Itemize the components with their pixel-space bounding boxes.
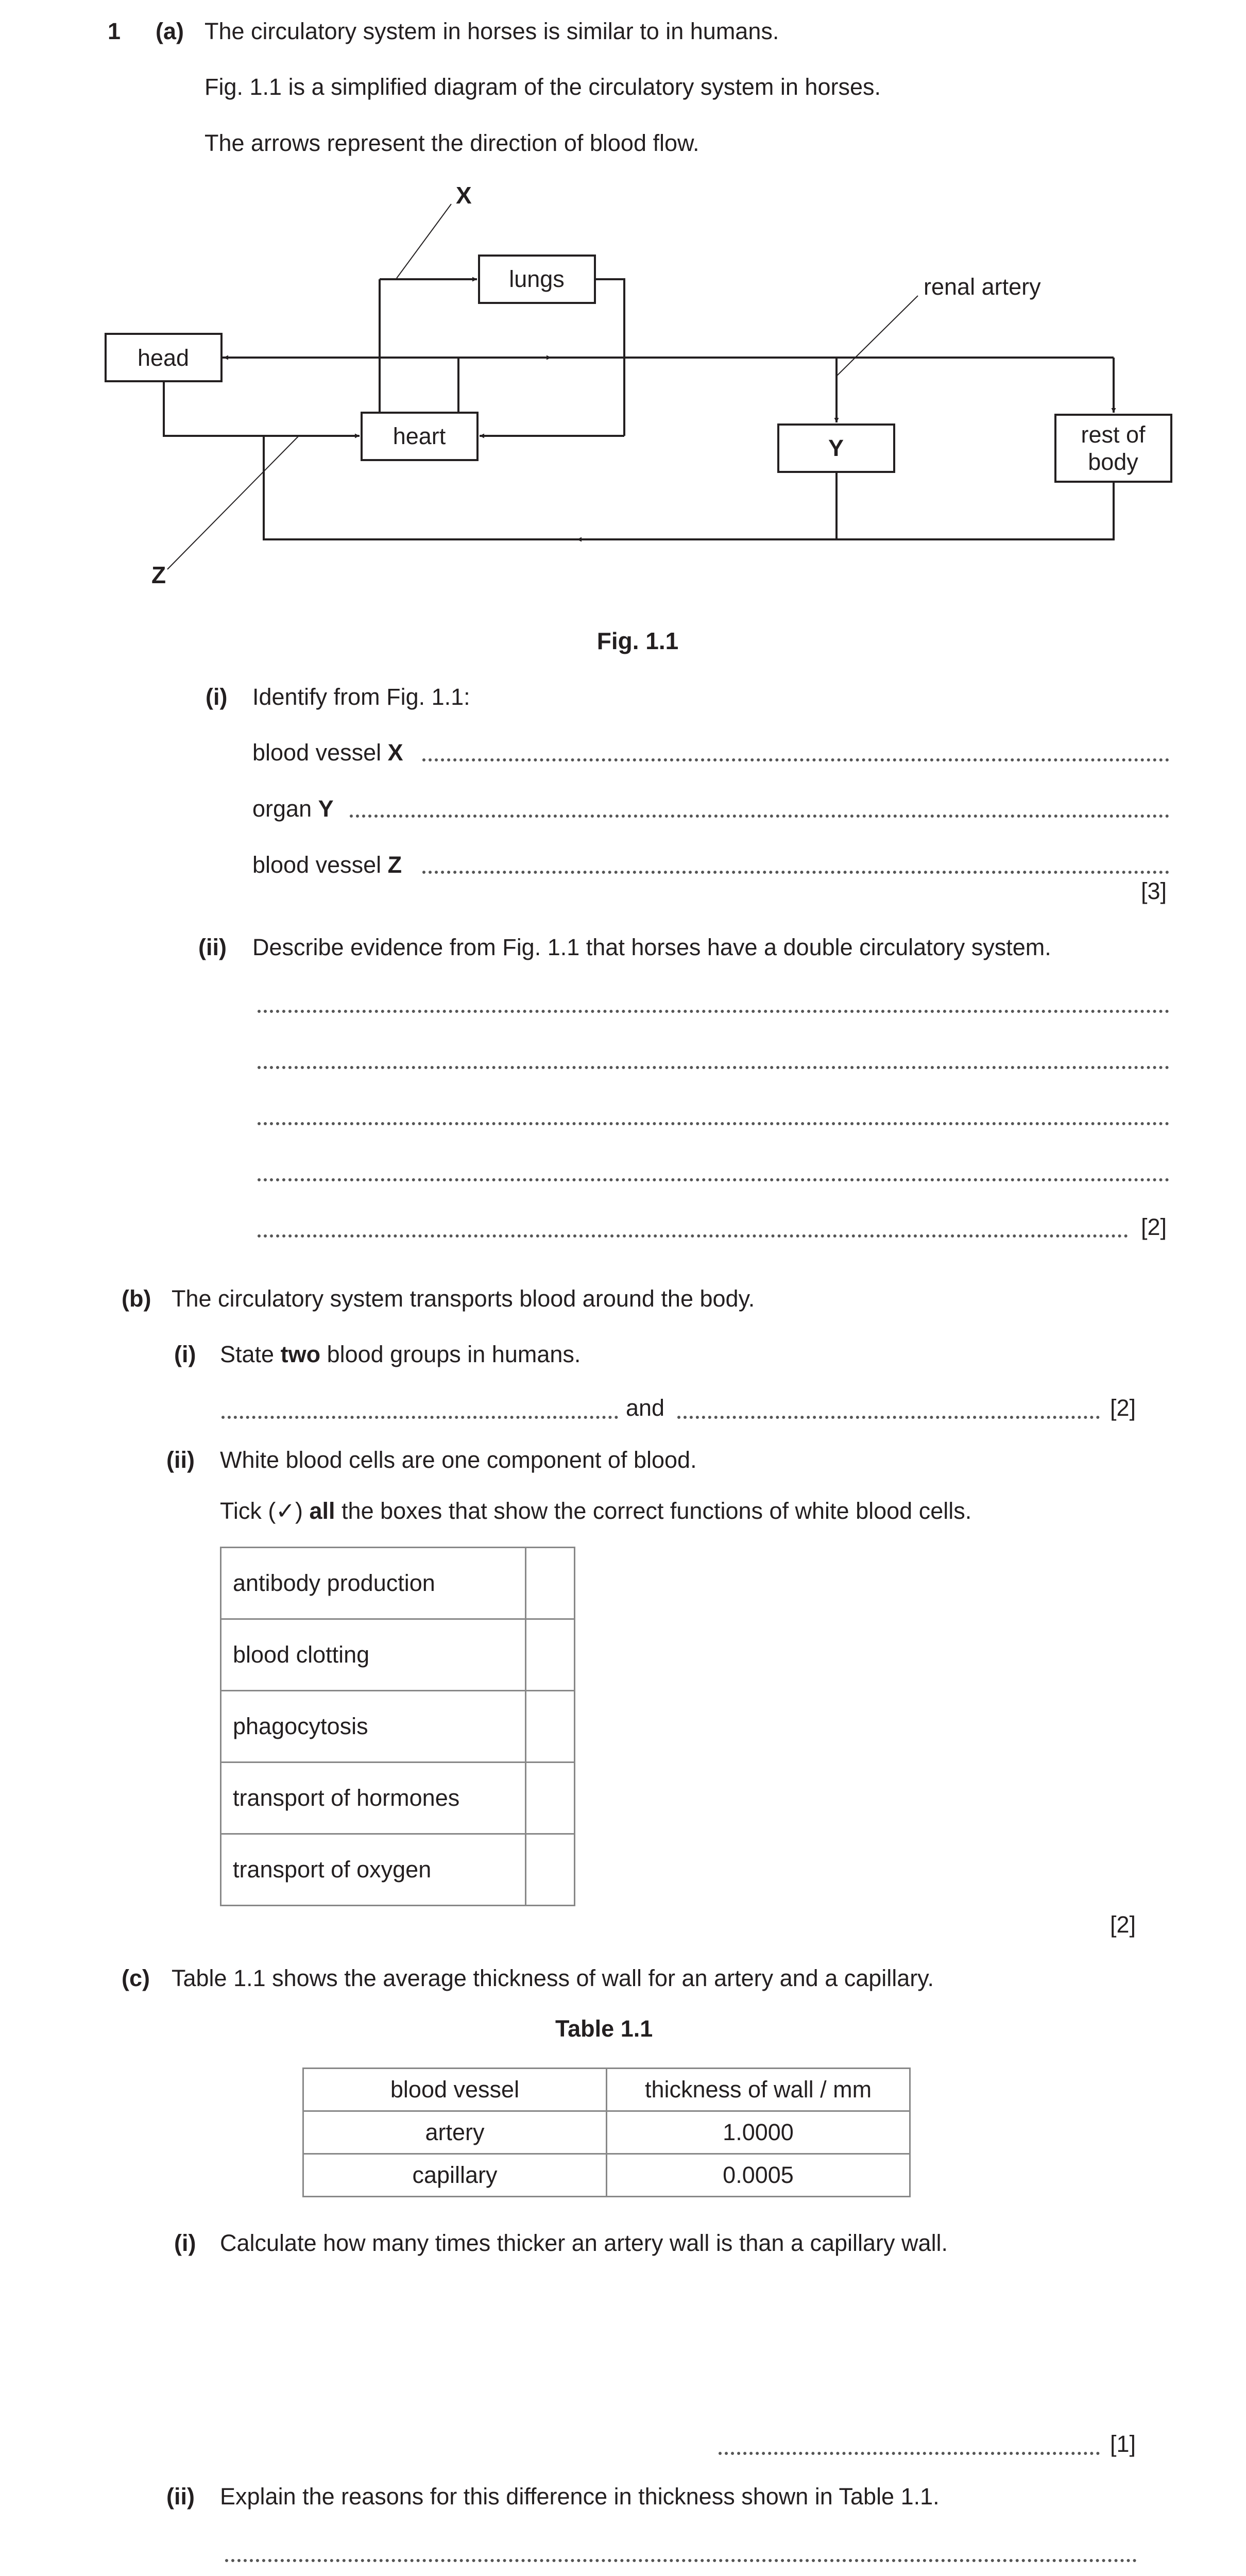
table-row <box>221 1619 575 1691</box>
answer-line[interactable] <box>258 1234 1128 1238</box>
table-header-row <box>303 2069 910 2111</box>
option-label: transport of oxygen <box>221 1834 526 1906</box>
tick-box[interactable] <box>526 1762 575 1834</box>
tick-box[interactable] <box>526 1834 575 1906</box>
tick-table <box>220 1547 575 1906</box>
part-b-i-label: (i) <box>174 1341 196 1367</box>
y-label: Y <box>828 435 844 461</box>
marks: [3] <box>1141 878 1167 904</box>
table-cell: 1.0000 <box>607 2111 910 2154</box>
answer-label-x: blood vessel X <box>252 739 403 766</box>
part-c-label: (c) <box>122 1965 150 1991</box>
column-header: thickness of wall / mm <box>607 2069 910 2111</box>
marks: [2] <box>1110 1395 1136 1421</box>
table-row <box>303 2154 910 2197</box>
option-label: transport of hormones <box>221 1762 526 1834</box>
table-row <box>221 1762 575 1834</box>
table-cell: artery <box>303 2111 607 2154</box>
table-1-1 <box>302 2067 911 2197</box>
answer-line-y[interactable] <box>350 815 1169 818</box>
column-header: blood vessel <box>303 2069 607 2111</box>
blood-group-2-line[interactable] <box>677 1416 1100 1419</box>
renal-leader <box>837 296 918 376</box>
part-c-ii-label: (ii) <box>166 2483 195 2510</box>
renal-artery-label: renal artery <box>924 274 1041 300</box>
and-text: and <box>626 1395 665 1421</box>
rest-of-body-label: body <box>1088 449 1138 475</box>
table-cell: capillary <box>303 2154 607 2197</box>
marks: [2] <box>1141 1214 1167 1240</box>
answer-line-x[interactable] <box>422 758 1169 761</box>
answer-label-y: organ Y <box>252 795 334 822</box>
part-c-i-prompt: Calculate how many times thicker an artery wall is than a capillary wall. <box>220 2230 948 2256</box>
answer-line[interactable] <box>258 1178 1169 1181</box>
table-title: Table 1.1 <box>555 2015 653 2042</box>
circulatory-diagram <box>0 0 1246 670</box>
table-cell: 0.0005 <box>607 2154 910 2197</box>
x-label: X <box>456 182 472 209</box>
table-row <box>221 1834 575 1906</box>
marks: [1] <box>1110 2431 1136 2457</box>
part-b-i-prompt: State two blood groups in humans. <box>220 1341 581 1367</box>
z-label: Z <box>151 562 166 588</box>
table-row <box>303 2111 910 2154</box>
blood-group-1-line[interactable] <box>221 1416 618 1419</box>
question-number: 1 <box>108 18 121 44</box>
part-b-intro: The circulatory system transports blood around the body. <box>172 1285 755 1312</box>
part-a-i-label: (i) <box>206 684 228 710</box>
tick-instruction: Tick (✓) all the boxes that show the correct functions of white blood cells. <box>220 1498 972 1524</box>
part-b-label: (b) <box>122 1285 151 1312</box>
part-c-intro: Table 1.1 shows the average thickness of wall for an artery and a capillary. <box>172 1965 934 1991</box>
figure-caption: Fig. 1.1 <box>596 628 679 654</box>
answer-line[interactable] <box>225 2559 1137 2562</box>
rest-of-body-label: rest of <box>1081 421 1146 448</box>
option-label: phagocytosis <box>221 1691 526 1762</box>
part-a-label: (a) <box>156 18 184 44</box>
tick-box[interactable] <box>526 1548 575 1619</box>
part-a-i-prompt: Identify from Fig. 1.1: <box>252 684 470 710</box>
tick-box[interactable] <box>526 1691 575 1762</box>
x-leader <box>397 204 451 278</box>
part-a-ii-prompt: Describe evidence from Fig. 1.1 that horses have a double circulatory system. <box>252 934 1051 960</box>
table-row <box>221 1691 575 1762</box>
part-c-i-label: (i) <box>174 2230 196 2256</box>
answer-line[interactable] <box>258 1010 1169 1013</box>
calculation-answer-line[interactable] <box>719 2452 1100 2455</box>
tick-box[interactable] <box>526 1619 575 1691</box>
answer-line[interactable] <box>258 1066 1169 1069</box>
z-leader <box>167 436 299 569</box>
part-c-ii-prompt: Explain the reasons for this difference in thickness shown in Table 1.1. <box>220 2483 940 2510</box>
answer-line-z[interactable] <box>422 871 1169 874</box>
intro-text: Fig. 1.1 is a simplified diagram of the circulatory system in horses. <box>204 74 881 100</box>
option-label: blood clotting <box>221 1619 526 1691</box>
part-a-ii-label: (ii) <box>198 934 227 960</box>
marks: [2] <box>1110 1911 1136 1938</box>
answer-label-z: blood vessel Z <box>252 852 402 878</box>
answer-line[interactable] <box>258 1122 1169 1125</box>
table-row <box>221 1548 575 1619</box>
intro-text: The circulatory system in horses is similar to in humans. <box>204 18 779 44</box>
lungs-label: lungs <box>509 266 565 292</box>
part-b-ii-label: (ii) <box>166 1447 195 1473</box>
part-b-ii-prompt: White blood cells are one component of blood. <box>220 1447 697 1473</box>
option-label: antibody production <box>221 1548 526 1619</box>
head-label: head <box>137 345 190 371</box>
heart-label: heart <box>392 423 446 449</box>
intro-text: The arrows represent the direction of blood flow. <box>204 130 699 156</box>
